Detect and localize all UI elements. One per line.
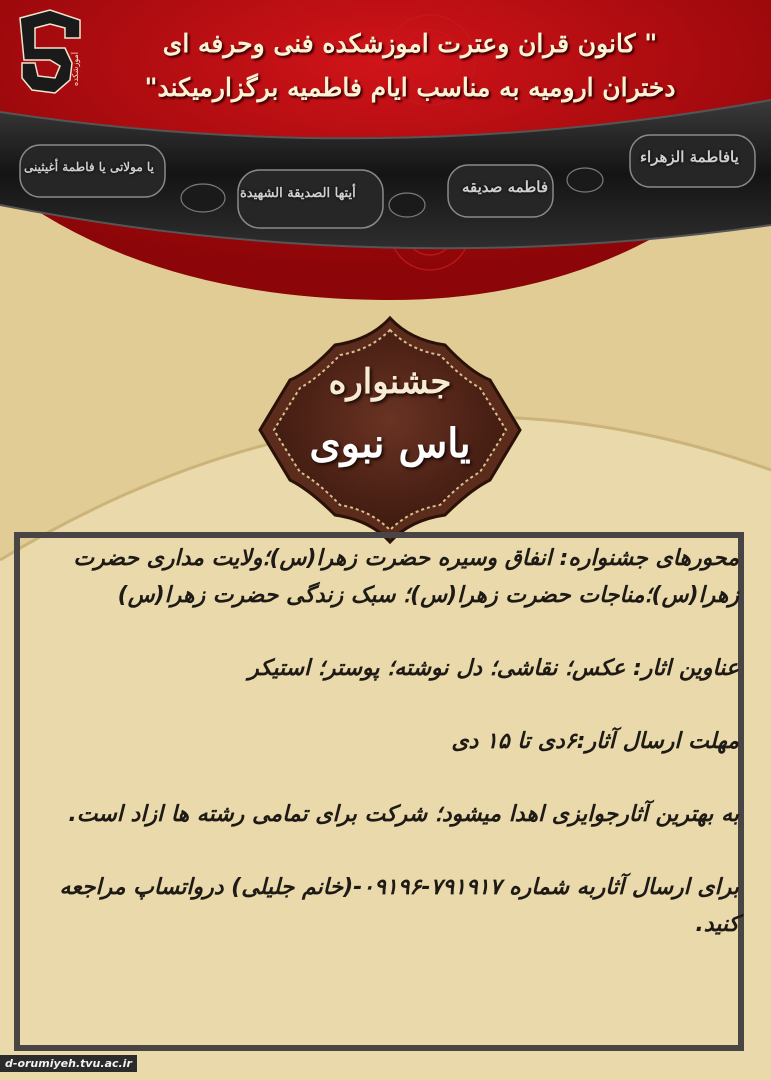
- banner-text-4: یا مولاتی یا فاطمة أغیثینی: [24, 160, 154, 174]
- banner-text-1: یافاطمة الزهراء: [640, 148, 739, 166]
- svg-text:آموزشکده: آموزشکده: [71, 51, 80, 86]
- banner-text-3: أیتها الصدیقة الشهیدة: [240, 186, 356, 201]
- header-line-1: " کانون قران وعترت اموزشکده فنی وحرفه ای: [162, 29, 658, 58]
- banner-text-2: فاطمه صدیقه: [462, 178, 549, 196]
- prizes-note: به بهترین آثارجوایزی اهدا میشود؛ شرکت برای تمامی رشته ها ازاد است.: [68, 802, 739, 827]
- header-line-2: دختران ارومیه به مناسب ایام فاطمیه برگزارمیکند": [144, 73, 676, 102]
- info-text-block: [49, 540, 739, 977]
- festival-name: یاس نبوی: [309, 420, 471, 467]
- festival-word: جشنواره: [328, 362, 452, 402]
- site-watermark: d-orumiyeh.tvu.ac.ir: [0, 1055, 137, 1072]
- institute-logo: [10, 8, 90, 98]
- artwork-titles: عناوین اثار: عکس؛ نقاشی؛ دل نوشته؛ پوستر؛ استیکر: [248, 656, 739, 681]
- submission-deadline: مهلت ارسال آثار:۶دی تا ۱۵ دی: [451, 729, 739, 754]
- contact-info: برای ارسال آثاربه شماره ۷۹۱۹۱۷-۰۹۱۹۶-(خانم جلیلی) درواتساپ مراجعه کنید.: [59, 875, 739, 937]
- festival-axes: محورهای جشنواره: انفاق وسیره حضرت زهرا(س)؛ولایت مداری حضرت زهرا(س)؛مناجات حضرت زهرا(س)؛ سبک زندگی حضرت زهرا(س): [73, 546, 739, 608]
- header-title: [95, 22, 725, 110]
